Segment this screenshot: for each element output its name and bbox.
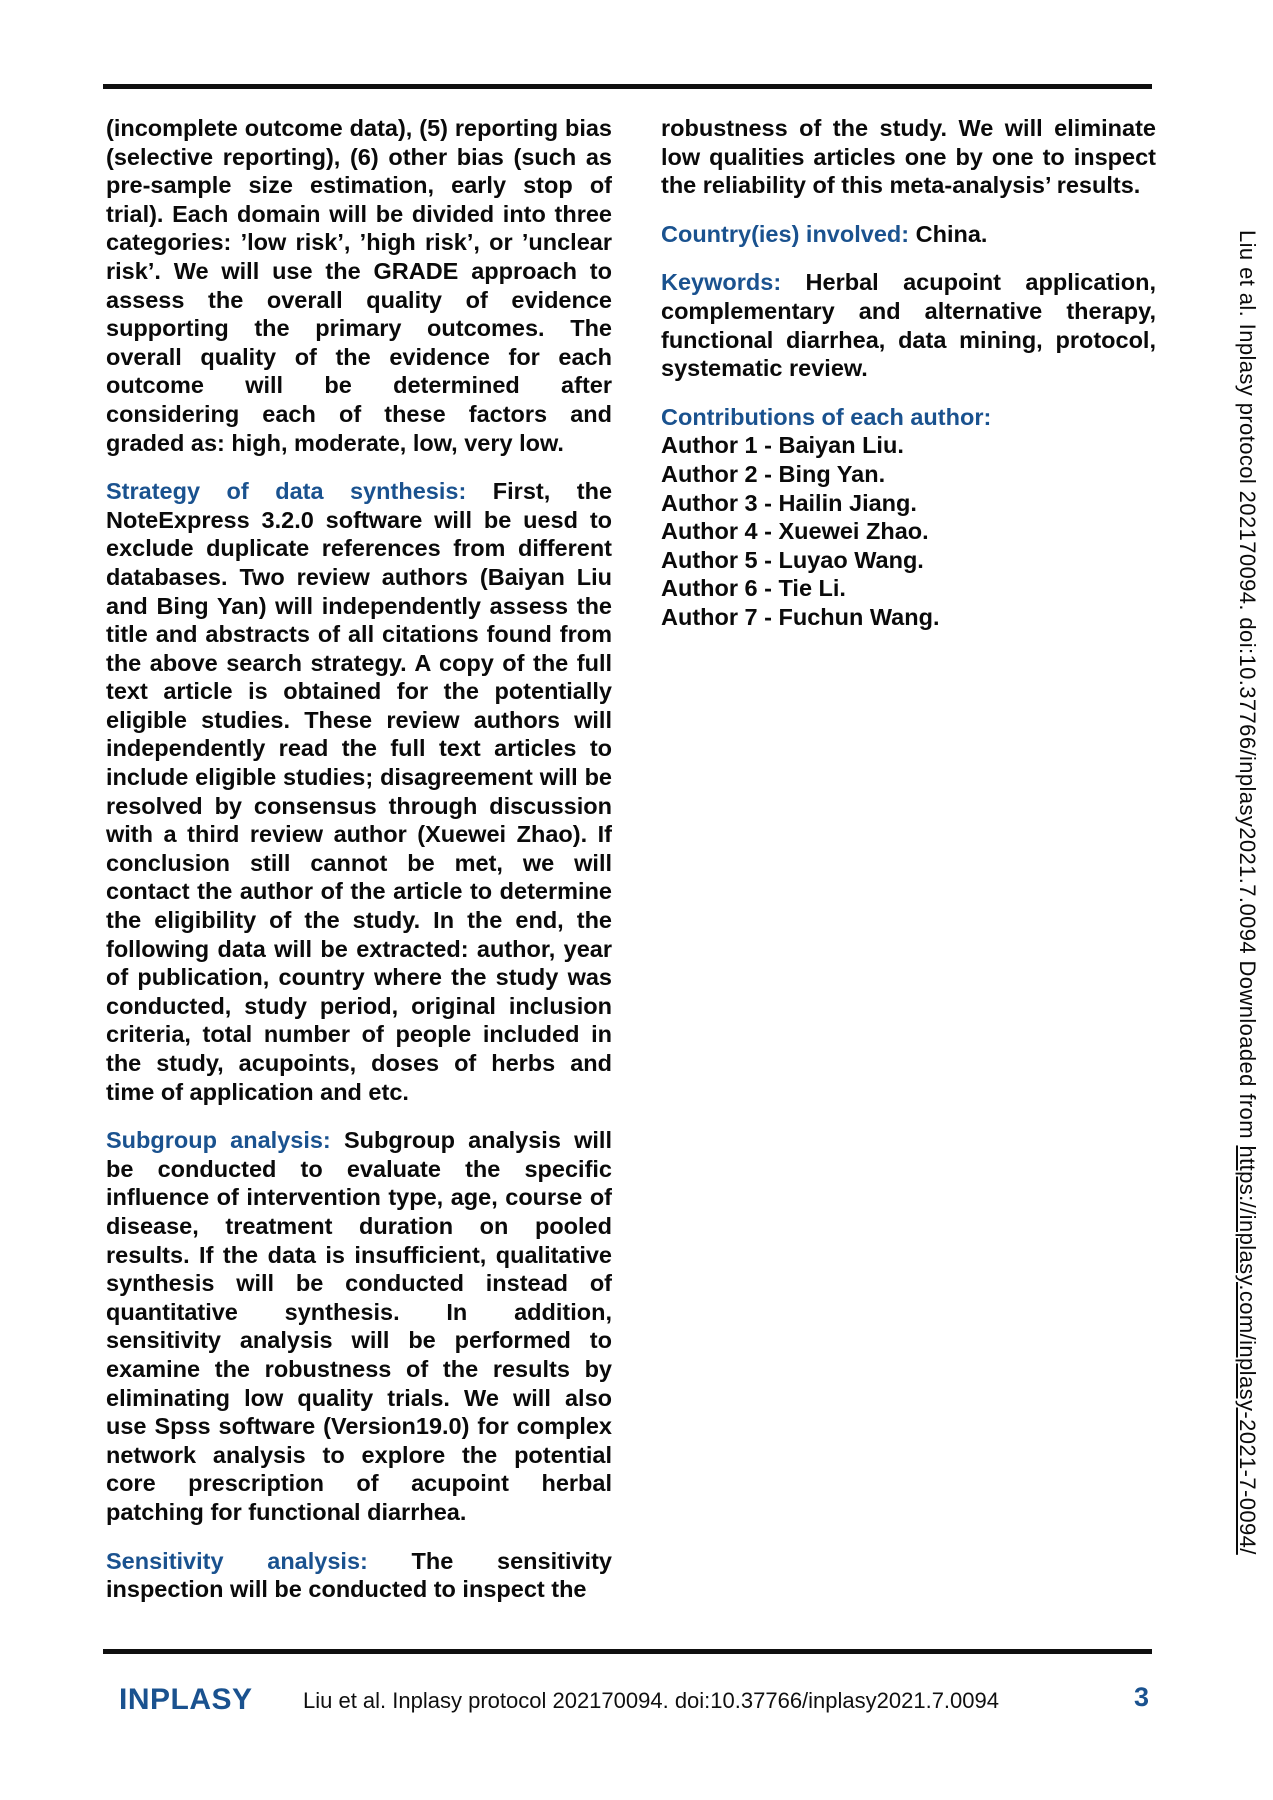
section-heading: Keywords: xyxy=(661,269,782,296)
inplasy-logo: INPLASY xyxy=(119,1683,253,1716)
text-columns xyxy=(106,114,1156,1604)
section-heading: Contributions of each author: xyxy=(661,403,992,430)
paragraph xyxy=(106,114,612,457)
author-line: Author 7 - Fuchun Wang. xyxy=(661,603,940,630)
paragraph xyxy=(661,403,1156,632)
author-line: Author 6 - Tie Li. xyxy=(661,575,846,602)
author-line: Author 1 - Baiyan Liu. xyxy=(661,432,904,459)
paragraph xyxy=(106,1126,612,1526)
body-text: robustness of the study. We will eliminate low qualities articles one by one to inspect the reliability of this meta-analysis’ results. xyxy=(661,115,1156,199)
body-text: The sensitivity inspection will be conducted to inspect the xyxy=(106,1547,612,1603)
body-text: Herbal acupoint application, complementary and alternative therapy, functional diarrhea, data mining, protocol, systematic review. xyxy=(661,269,1156,382)
author-line: Author 4 - Xuewei Zhao. xyxy=(661,518,929,545)
paragraph xyxy=(106,477,612,1106)
body-text: China. xyxy=(909,220,988,247)
paragraph xyxy=(661,268,1156,382)
paragraph xyxy=(661,114,1156,200)
section-heading: Strategy of data synthesis: xyxy=(106,478,467,505)
footer-citation: Liu et al. Inplasy protocol 202170094. doi:10.37766/inplasy2021.7.0094 xyxy=(303,1688,999,1713)
author-line: Author 3 - Hailin Jiang. xyxy=(661,489,917,516)
section-heading: Sensitivity analysis: xyxy=(106,1547,368,1574)
sidebar-link[interactable]: https://inplasy.com/inplasy-2021-7-0094/ xyxy=(1235,1145,1260,1555)
body-text: (incomplete outcome data), (5) reporting bias (selective reporting), (6) other bias (such as pre-sample size estimation, early stop of trial). Each domain will be divided into three categories: ’low risk’, ’high risk’, or ’unclear risk’. We will use the GRADE approach to assess the overall quality of evidence supporting the primary outcomes. The overall quality of the evidence for each outcome will be determined after considering each of these factors and graded as: high, moderate, low, very low. xyxy=(106,115,612,456)
page-number: 3 xyxy=(1134,1682,1150,1712)
body-text: First, the NoteExpress 3.2.0 software will be uesd to exclude duplicate references from different databases. Two review authors (Baiyan Liu and Bing Yan) will independently assess the title and abstracts of all citations found from the above search strategy. A copy of the full text article is obtained for the potentially eligible studies. These review authors will independently read the full text articles to include eligible studies; disagreement will be resolved by consensus through discussion with a third review author (Xuewei Zhao). If conclusion still cannot be met, we will contact the author of the article to determine the eligibility of the study. In the end, the following data will be extracted: author, year of publication, country where the study was conducted, study period, original inclusion criteria, total number of people included in the study, acupoints, doses of herbs and time of application and etc. xyxy=(106,478,613,1105)
body-text: Subgroup analysis will be conducted to evaluate the specific influence of intervention type, age, course of disease, treatment duration on pooled results. If the data is insufficient, qualitative synthesis will be conducted instead of quantitative synthesis. In addition, sensitivity analysis will be performed to examine the robustness of the results by eliminating low quality trials. We will also use Spss software (Version19.0) for complex network analysis to explore the potential core prescription of acupoint herbal patching for functional diarrhea. xyxy=(106,1127,612,1525)
sidebar-citation-text: Liu et al. Inplasy protocol 202170094. doi:10.37766/inplasy2021.7.0094 Downloaded from xyxy=(1235,230,1260,1146)
section-heading: Country(ies) involved: xyxy=(661,220,910,247)
paragraph xyxy=(661,220,1156,249)
sidebar-citation xyxy=(1232,230,1262,1555)
author-line: Author 2 - Bing Yan. xyxy=(661,460,886,487)
footer-rule xyxy=(103,1649,1152,1654)
paragraph xyxy=(106,1547,612,1604)
author-line: Author 5 - Luyao Wang. xyxy=(661,546,924,573)
top-rule xyxy=(103,84,1152,89)
section-heading: Subgroup analysis: xyxy=(106,1127,331,1154)
left-column xyxy=(106,114,612,1604)
right-column xyxy=(661,114,1156,1604)
